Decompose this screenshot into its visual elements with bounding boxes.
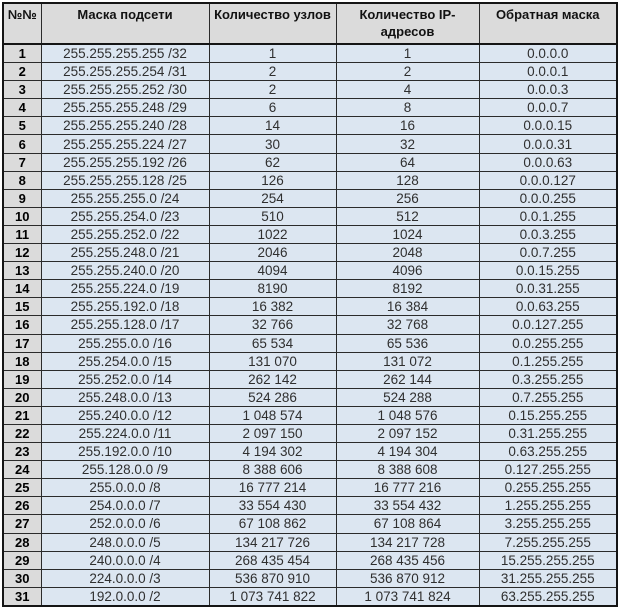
row-number-cell: 23 [3,443,41,461]
host-count-cell: 14 [209,117,336,135]
table-row [3,316,617,334]
ip-count-cell: 1 073 741 824 [336,587,479,606]
subnet-mask-cell: 255.255.255.252 /30 [41,81,209,99]
host-count-cell: 16 777 214 [209,479,336,497]
wildcard-mask-cell: 0.0.255.255 [479,334,617,352]
ip-count-cell: 16 384 [336,298,479,316]
host-count-cell: 1 073 741 822 [209,587,336,606]
row-number-cell: 27 [3,515,41,533]
ip-count-cell: 2048 [336,244,479,262]
subnet-mask-cell: 255.255.255.248 /29 [41,99,209,117]
table-row [3,406,617,424]
wildcard-mask-cell: 0.31.255.255 [479,424,617,442]
wildcard-mask-cell: 0.255.255.255 [479,479,617,497]
subnet-mask-cell: 255.252.0.0 /14 [41,370,209,388]
subnet-mask-cell: 255.255.240.0 /20 [41,262,209,280]
wildcard-mask-cell: 31.255.255.255 [479,569,617,587]
table-row [3,587,617,606]
host-count-cell: 4094 [209,262,336,280]
ip-count-cell: 1 048 576 [336,406,479,424]
wildcard-mask-cell: 15.255.255.255 [479,551,617,569]
subnet-mask-cell: 255.248.0.0 /13 [41,388,209,406]
host-count-cell: 126 [209,171,336,189]
ip-count-cell: 536 870 912 [336,569,479,587]
row-number-cell: 21 [3,406,41,424]
host-count-cell: 262 142 [209,370,336,388]
host-count-cell: 32 766 [209,316,336,334]
wildcard-mask-cell: 63.255.255.255 [479,587,617,606]
subnet-mask-cell: 255.255.255.224 /27 [41,135,209,153]
host-count-cell: 268 435 454 [209,551,336,569]
ip-count-cell: 8 388 608 [336,461,479,479]
wildcard-mask-cell: 0.0.7.255 [479,244,617,262]
ip-count-cell: 16 777 216 [336,479,479,497]
subnet-mask-cell: 255.255.255.255 /32 [41,44,209,63]
ip-count-cell: 2 097 152 [336,424,479,442]
ip-count-cell: 256 [336,189,479,207]
table-row [3,533,617,551]
ip-count-cell: 128 [336,171,479,189]
row-number-cell: 28 [3,533,41,551]
wildcard-mask-cell: 0.0.0.127 [479,171,617,189]
host-count-cell: 510 [209,207,336,225]
host-count-cell: 254 [209,189,336,207]
table-row [3,388,617,406]
row-number-cell: 8 [3,171,41,189]
subnet-mask-cell: 248.0.0.0 /5 [41,533,209,551]
ip-count-cell: 33 554 432 [336,497,479,515]
row-number-cell: 15 [3,298,41,316]
ip-count-cell: 4 194 304 [336,443,479,461]
wildcard-mask-cell: 0.63.255.255 [479,443,617,461]
host-count-cell: 2 [209,81,336,99]
wildcard-mask-cell: 0.0.0.1 [479,63,617,81]
table-row [3,99,617,117]
subnet-mask-cell: 254.0.0.0 /7 [41,497,209,515]
subnet-mask-cell: 255.128.0.0 /9 [41,461,209,479]
ip-count-cell: 1024 [336,225,479,243]
host-count-cell: 8 388 606 [209,461,336,479]
wildcard-mask-cell: 0.0.0.15 [479,117,617,135]
ip-count-cell: 67 108 864 [336,515,479,533]
subnet-mask-cell: 192.0.0.0 /2 [41,587,209,606]
ip-count-cell: 8192 [336,280,479,298]
col-header-ip-count: Количество IP-адресов [336,3,479,44]
host-count-cell: 2046 [209,244,336,262]
table-row [3,63,617,81]
host-count-cell: 67 108 862 [209,515,336,533]
row-number-cell: 25 [3,479,41,497]
col-header-subnet-mask: Маска подсети [41,3,209,44]
row-number-cell: 12 [3,244,41,262]
host-count-cell: 65 534 [209,334,336,352]
table-row [3,153,617,171]
row-number-cell: 14 [3,280,41,298]
subnet-mask-cell: 255.240.0.0 /12 [41,406,209,424]
row-number-cell: 18 [3,352,41,370]
table-row [3,497,617,515]
subnet-mask-cell: 255.0.0.0 /8 [41,479,209,497]
ip-count-cell: 4096 [336,262,479,280]
subnet-mask-cell: 255.224.0.0 /11 [41,424,209,442]
col-header-host-count: Количество узлов [209,3,336,44]
ip-count-cell: 268 435 456 [336,551,479,569]
table-row [3,461,617,479]
table-row [3,81,617,99]
table-row [3,117,617,135]
subnet-mask-cell: 255.255.254.0 /23 [41,207,209,225]
table-row [3,262,617,280]
subnet-mask-cell: 255.255.128.0 /17 [41,316,209,334]
ip-count-cell: 262 144 [336,370,479,388]
row-number-cell: 6 [3,135,41,153]
row-number-cell: 4 [3,99,41,117]
row-number-cell: 3 [3,81,41,99]
host-count-cell: 536 870 910 [209,569,336,587]
host-count-cell: 8190 [209,280,336,298]
wildcard-mask-cell: 0.0.3.255 [479,225,617,243]
row-number-cell: 10 [3,207,41,225]
table-row [3,569,617,587]
table-row [3,443,617,461]
table-row [3,424,617,442]
row-number-cell: 19 [3,370,41,388]
col-header-number: №№ [3,3,41,44]
row-number-cell: 16 [3,316,41,334]
host-count-cell: 134 217 726 [209,533,336,551]
table-row [3,280,617,298]
subnet-mask-cell: 255.255.255.254 /31 [41,63,209,81]
table-row [3,551,617,569]
ip-count-cell: 65 536 [336,334,479,352]
row-number-cell: 22 [3,424,41,442]
subnet-mask-cell: 255.255.192.0 /18 [41,298,209,316]
wildcard-mask-cell: 0.0.0.0 [479,44,617,63]
wildcard-mask-cell: 0.3.255.255 [479,370,617,388]
host-count-cell: 2 [209,63,336,81]
table-row [3,515,617,533]
ip-count-cell: 134 217 728 [336,533,479,551]
subnet-mask-cell: 224.0.0.0 /3 [41,569,209,587]
subnet-mask-cell: 255.255.224.0 /19 [41,280,209,298]
host-count-cell: 6 [209,99,336,117]
ip-count-cell: 524 288 [336,388,479,406]
wildcard-mask-cell: 0.0.127.255 [479,316,617,334]
host-count-cell: 33 554 430 [209,497,336,515]
table-row [3,479,617,497]
ip-count-cell: 2 [336,63,479,81]
wildcard-mask-cell: 0.15.255.255 [479,406,617,424]
wildcard-mask-cell: 0.127.255.255 [479,461,617,479]
table-row [3,189,617,207]
header-row [3,3,617,44]
wildcard-mask-cell: 0.0.1.255 [479,207,617,225]
row-number-cell: 7 [3,153,41,171]
row-number-cell: 17 [3,334,41,352]
subnet-mask-cell: 255.255.252.0 /22 [41,225,209,243]
host-count-cell: 1022 [209,225,336,243]
wildcard-mask-cell: 1.255.255.255 [479,497,617,515]
subnet-mask-cell: 252.0.0.0 /6 [41,515,209,533]
subnet-mask-cell: 240.0.0.0 /4 [41,551,209,569]
table-row [3,244,617,262]
wildcard-mask-cell: 0.0.0.255 [479,189,617,207]
host-count-cell: 1 048 574 [209,406,336,424]
table-row [3,207,617,225]
host-count-cell: 524 286 [209,388,336,406]
subnet-mask-cell: 255.255.248.0 /21 [41,244,209,262]
host-count-cell: 16 382 [209,298,336,316]
ip-count-cell: 512 [336,207,479,225]
subnet-mask-cell: 255.255.255.128 /25 [41,171,209,189]
ip-count-cell: 32 [336,135,479,153]
wildcard-mask-cell: 0.1.255.255 [479,352,617,370]
row-number-cell: 5 [3,117,41,135]
row-number-cell: 9 [3,189,41,207]
host-count-cell: 2 097 150 [209,424,336,442]
ip-count-cell: 1 [336,44,479,63]
ip-count-cell: 64 [336,153,479,171]
row-number-cell: 2 [3,63,41,81]
table-row [3,298,617,316]
host-count-cell: 30 [209,135,336,153]
wildcard-mask-cell: 0.0.0.31 [479,135,617,153]
wildcard-mask-cell: 7.255.255.255 [479,533,617,551]
subnet-mask-cell: 255.255.255.0 /24 [41,189,209,207]
row-number-cell: 20 [3,388,41,406]
wildcard-mask-cell: 0.0.63.255 [479,298,617,316]
table-row [3,225,617,243]
host-count-cell: 131 070 [209,352,336,370]
table-row [3,370,617,388]
row-number-cell: 11 [3,225,41,243]
ip-count-cell: 4 [336,81,479,99]
row-number-cell: 30 [3,569,41,587]
row-number-cell: 13 [3,262,41,280]
row-number-cell: 31 [3,587,41,606]
wildcard-mask-cell: 3.255.255.255 [479,515,617,533]
ip-count-cell: 32 768 [336,316,479,334]
table-row [3,44,617,63]
row-number-cell: 26 [3,497,41,515]
ip-count-cell: 8 [336,99,479,117]
subnet-mask-cell: 255.255.0.0 /16 [41,334,209,352]
col-header-wildcard-mask: Обратная маска [479,3,617,44]
host-count-cell: 62 [209,153,336,171]
subnet-mask-cell: 255.254.0.0 /15 [41,352,209,370]
wildcard-mask-cell: 0.0.0.7 [479,99,617,117]
subnet-mask-cell: 255.192.0.0 /10 [41,443,209,461]
row-number-cell: 24 [3,461,41,479]
row-number-cell: 1 [3,44,41,63]
table-row [3,171,617,189]
subnet-mask-table [2,2,618,607]
host-count-cell: 4 194 302 [209,443,336,461]
table-row [3,135,617,153]
row-number-cell: 29 [3,551,41,569]
ip-count-cell: 16 [336,117,479,135]
wildcard-mask-cell: 0.0.0.63 [479,153,617,171]
wildcard-mask-cell: 0.7.255.255 [479,388,617,406]
table-row [3,352,617,370]
subnet-mask-cell: 255.255.255.192 /26 [41,153,209,171]
wildcard-mask-cell: 0.0.15.255 [479,262,617,280]
wildcard-mask-cell: 0.0.0.3 [479,81,617,99]
ip-count-cell: 131 072 [336,352,479,370]
subnet-mask-cell: 255.255.255.240 /28 [41,117,209,135]
table-row [3,334,617,352]
wildcard-mask-cell: 0.0.31.255 [479,280,617,298]
host-count-cell: 1 [209,44,336,63]
